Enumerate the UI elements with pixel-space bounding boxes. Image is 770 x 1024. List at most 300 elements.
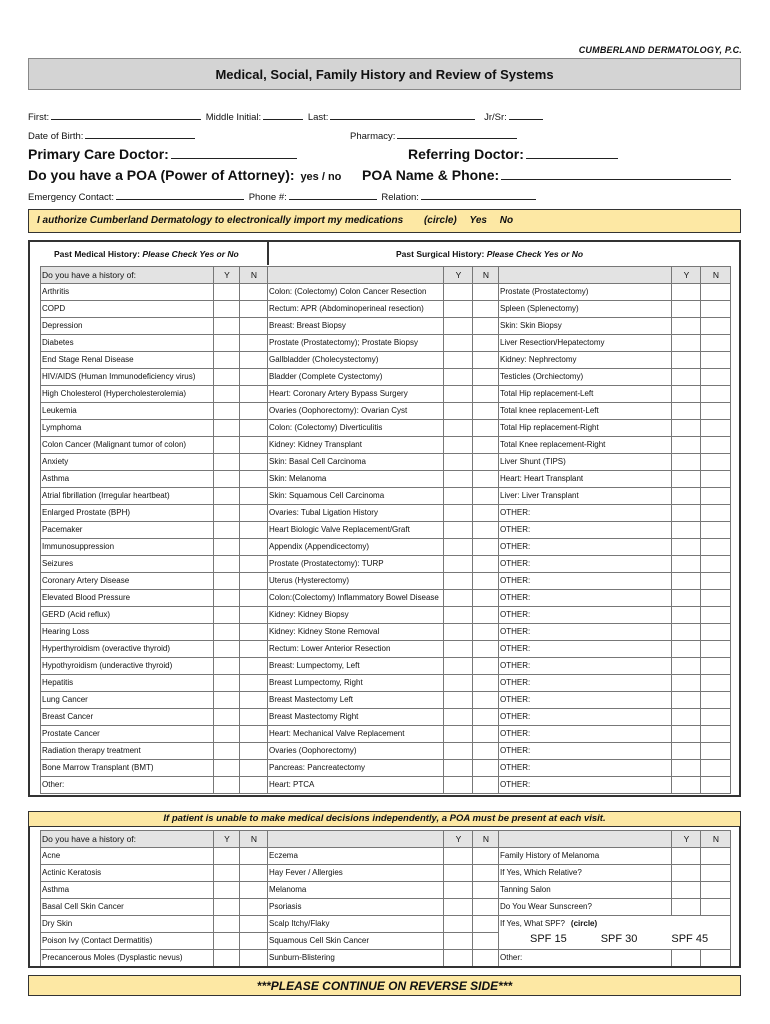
no-checkbox[interactable] [701,607,731,624]
no-checkbox[interactable] [473,403,499,420]
history-item-label: Colon:(Colectomy) Inflammatory Bowel Disease [268,590,444,607]
history-item-label: Prostate (Prostatectomy); Prostate Biopsy [268,335,444,352]
yes-checkbox[interactable] [672,352,701,369]
no-checkbox[interactable] [240,369,268,386]
yes-checkbox[interactable] [672,607,701,624]
no-checkbox[interactable] [701,709,731,726]
history-item-label: Prostate (Prostatectomy) [499,284,672,301]
derm-item-label: Precancerous Moles (Dysplastic nevus) [41,950,214,967]
no-checkbox[interactable] [473,488,499,505]
yes-checkbox[interactable] [214,624,240,641]
phone-label: Phone #: [248,192,287,203]
poa-row [28,167,341,183]
yes-checkbox[interactable] [214,284,240,301]
history-item-label: Total Knee replacement-Right [499,437,672,454]
yes-checkbox[interactable] [214,539,240,556]
no-checkbox[interactable] [240,352,268,369]
yes-checkbox[interactable] [214,352,240,369]
no-checkbox[interactable] [701,675,731,692]
no-checkbox[interactable] [473,641,499,658]
derm-item-label: Basal Cell Skin Cancer [41,899,214,916]
table-row [41,743,731,760]
authorize-circle: (circle) [423,215,457,226]
yes-checkbox[interactable] [214,607,240,624]
relation-field[interactable] [421,190,536,200]
yes-checkbox[interactable] [672,318,701,335]
yes-checkbox[interactable] [672,454,701,471]
table-row [41,760,731,777]
no-checkbox[interactable] [473,675,499,692]
no-checkbox[interactable] [240,675,268,692]
col-header-n: N [473,831,499,848]
medical-history-heading [54,249,239,259]
history-item-label: Skin: Skin Biopsy [499,318,672,335]
no-checkbox[interactable] [701,573,731,590]
yes-checkbox[interactable] [214,488,240,505]
yes-checkbox[interactable] [444,335,473,352]
yes-checkbox[interactable] [672,539,701,556]
jrsr-field[interactable] [509,110,543,120]
spf-option[interactable]: SPF 15 [530,933,567,945]
yes-checkbox[interactable] [444,743,473,760]
history-table [40,266,731,794]
history-item-label: Hyperthyroidism (overactive thyroid) [41,641,214,658]
dob-label: Date of Birth: [28,131,84,142]
no-checkbox[interactable] [701,369,731,386]
no-checkbox[interactable] [240,454,268,471]
no-checkbox[interactable] [240,658,268,675]
no-checkbox[interactable] [473,318,499,335]
no-checkbox[interactable] [240,743,268,760]
no-checkbox[interactable] [473,386,499,403]
yes-checkbox[interactable] [444,573,473,590]
no-checkbox[interactable] [473,539,499,556]
history-item-label: Heart Biologic Valve Replacement/Graft [268,522,444,539]
yes-checkbox[interactable] [214,726,240,743]
history-item-label: Bone Marrow Transplant (BMT) [41,760,214,777]
yes-checkbox[interactable] [214,335,240,352]
yes-checkbox[interactable] [444,471,473,488]
no-checkbox[interactable] [701,420,731,437]
no-checkbox[interactable] [473,743,499,760]
no-checkbox[interactable] [240,437,268,454]
poa-name-row [362,167,733,183]
yes-checkbox[interactable] [444,301,473,318]
yes-checkbox[interactable] [444,454,473,471]
yes-checkbox[interactable] [672,284,701,301]
yes-checkbox[interactable] [672,471,701,488]
no-checkbox[interactable] [701,318,731,335]
table-row [41,607,731,624]
col-header-y: Y [672,267,701,284]
dob-row [28,129,197,142]
derm-item-label: If Yes, Which Relative? [499,865,672,882]
yes-checkbox[interactable] [672,675,701,692]
no-checkbox[interactable] [473,505,499,522]
pcp-row [28,146,299,162]
table-row [41,352,731,369]
col-header-history: Do you have a history of: [41,267,214,284]
no-checkbox[interactable] [240,284,268,301]
no-checkbox[interactable] [701,284,731,301]
medical-heading-note: Please Check Yes or No [142,249,239,259]
yes-checkbox[interactable] [214,420,240,437]
history-item-label: Kidney: Nephrectomy [499,352,672,369]
no-checkbox[interactable] [240,556,268,573]
no-checkbox[interactable] [240,641,268,658]
no-checkbox[interactable] [701,301,731,318]
no-checkbox[interactable] [240,624,268,641]
history-item-label: OTHER: [499,777,672,794]
table-row [41,658,731,675]
no-checkbox[interactable] [240,709,268,726]
history-item-label: Coronary Artery Disease [41,573,214,590]
pcp-label: Primary Care Doctor: [28,146,169,162]
yes-checkbox[interactable] [672,335,701,352]
no-checkbox[interactable] [473,284,499,301]
no-checkbox[interactable] [701,726,731,743]
history-item-label: Breast: Breast Biopsy [268,318,444,335]
history-item-label: Total knee replacement-Left [499,403,672,420]
first-field[interactable] [51,110,201,120]
spf-option[interactable]: SPF 30 [600,933,638,945]
history-item-label: Seizures [41,556,214,573]
no-checkbox[interactable] [701,692,731,709]
yes-checkbox[interactable] [214,658,240,675]
poa-yes-no[interactable]: yes / no [300,171,342,183]
yes-checkbox[interactable] [672,692,701,709]
table-row [41,488,731,505]
derm-item-label: Sunburn-Blistering [268,950,444,967]
history-item-label: Heart: PTCA [268,777,444,794]
no-checkbox[interactable] [473,709,499,726]
history-item-label: Arthritis [41,284,214,301]
table-row [41,675,731,692]
authorize-no[interactable]: No [499,215,514,226]
no-checkbox[interactable] [473,522,499,539]
emergency-label: Emergency Contact: [28,192,115,203]
yes-checkbox[interactable] [214,692,240,709]
history-item-label: GERD (Acid reflux) [41,607,214,624]
col-header-blank [499,267,672,284]
yes-checkbox[interactable] [214,454,240,471]
no-checkbox[interactable] [701,539,731,556]
spf-option[interactable]: SPF 45 [671,933,709,945]
derm-item-label: Acne [41,848,214,865]
no-checkbox[interactable] [240,505,268,522]
table-row [41,777,731,794]
yes-checkbox[interactable] [214,522,240,539]
no-checkbox[interactable] [240,386,268,403]
yes-checkbox[interactable] [214,777,240,794]
yes-checkbox[interactable] [672,420,701,437]
yes-checkbox[interactable] [214,590,240,607]
yes-checkbox[interactable] [672,709,701,726]
yes-checkbox[interactable] [444,386,473,403]
yes-checkbox[interactable] [444,777,473,794]
no-checkbox[interactable] [240,760,268,777]
pcp-field[interactable] [171,146,297,159]
yes-checkbox[interactable] [444,437,473,454]
yes-checkbox[interactable] [672,777,701,794]
first-name-row [28,110,545,123]
table-row [41,301,731,318]
no-checkbox[interactable] [701,505,731,522]
history-item-label: Radiation therapy treatment [41,743,214,760]
yes-checkbox[interactable] [444,369,473,386]
yes-checkbox[interactable] [444,624,473,641]
history-item-label: Kidney: Kidney Transplant [268,437,444,454]
no-checkbox[interactable] [701,522,731,539]
history-item-label: Bladder (Complete Cystectomy) [268,369,444,386]
history-item-label: OTHER: [499,692,672,709]
no-checkbox[interactable] [240,590,268,607]
col-header-n: N [240,831,268,848]
derm-item-label: Actinic Keratosis [41,865,214,882]
no-checkbox[interactable] [240,607,268,624]
yes-checkbox[interactable] [214,471,240,488]
emergency-row [28,190,538,203]
table-row [41,335,731,352]
no-checkbox[interactable] [473,590,499,607]
no-checkbox[interactable] [701,335,731,352]
yes-checkbox[interactable] [444,318,473,335]
yes-checkbox[interactable] [672,590,701,607]
derm-item-label: Squamous Cell Skin Cancer [268,933,444,950]
yes-checkbox[interactable] [672,641,701,658]
yes-checkbox[interactable] [214,743,240,760]
derm-item-label: Eczema [268,848,444,865]
no-checkbox[interactable] [701,437,731,454]
no-checkbox[interactable] [240,335,268,352]
no-checkbox[interactable] [473,607,499,624]
no-checkbox[interactable] [240,573,268,590]
yes-checkbox[interactable] [444,352,473,369]
no-checkbox[interactable] [701,556,731,573]
phone-field[interactable] [289,190,377,200]
history-item-label: Total Hip replacement-Left [499,386,672,403]
yes-checkbox[interactable] [444,709,473,726]
surgical-heading-note: Please Check Yes or No [486,249,584,259]
no-checkbox[interactable] [701,352,731,369]
no-checkbox[interactable] [473,420,499,437]
history-item-label: Heart: Coronary Artery Bypass Surgery [268,386,444,403]
pharmacy-field[interactable] [397,129,517,139]
history-item-label: Rectum: Lower Anterior Resection [268,641,444,658]
no-checkbox[interactable] [240,726,268,743]
yes-checkbox[interactable] [214,301,240,318]
no-checkbox[interactable] [701,386,731,403]
emergency-field[interactable] [116,190,244,200]
no-checkbox[interactable] [240,539,268,556]
yes-checkbox[interactable] [214,675,240,692]
history-item-label: Uterus (Hysterectomy) [268,573,444,590]
no-checkbox[interactable] [473,437,499,454]
history-item-label: Appendix (Appendicectomy) [268,539,444,556]
no-checkbox[interactable] [473,335,499,352]
yes-checkbox[interactable] [672,743,701,760]
no-checkbox[interactable] [701,658,731,675]
yes-checkbox[interactable] [214,369,240,386]
yes-checkbox[interactable] [444,590,473,607]
yes-checkbox[interactable] [672,301,701,318]
yes-checkbox[interactable] [444,284,473,301]
no-checkbox[interactable] [701,488,731,505]
referring-field[interactable] [526,146,618,159]
yes-checkbox[interactable] [672,556,701,573]
history-item-label: Anxiety [41,454,214,471]
table-row [41,437,731,454]
no-checkbox[interactable] [701,743,731,760]
no-checkbox[interactable] [701,624,731,641]
yes-checkbox[interactable] [214,709,240,726]
yes-checkbox[interactable] [444,522,473,539]
yes-checkbox[interactable] [444,641,473,658]
no-checkbox[interactable] [701,760,731,777]
table-row [41,556,731,573]
yes-checkbox[interactable] [672,658,701,675]
history-item-label: OTHER: [499,573,672,590]
authorize-banner [28,209,741,233]
no-checkbox[interactable] [701,471,731,488]
yes-checkbox[interactable] [444,505,473,522]
dob-field[interactable] [85,129,195,139]
history-item-label: Hearing Loss [41,624,214,641]
yes-checkbox[interactable] [214,573,240,590]
yes-checkbox[interactable] [444,760,473,777]
no-checkbox[interactable] [701,454,731,471]
no-checkbox[interactable] [240,403,268,420]
middle-field[interactable] [263,110,303,120]
yes-checkbox[interactable] [214,437,240,454]
yes-checkbox[interactable] [672,505,701,522]
history-item-label: OTHER: [499,675,672,692]
heading-divider [267,241,269,265]
yes-checkbox[interactable] [672,386,701,403]
no-checkbox[interactable] [473,692,499,709]
no-checkbox[interactable] [473,369,499,386]
yes-checkbox[interactable] [672,437,701,454]
history-item-label: HIV/AIDS (Human Immunodeficiency virus) [41,369,214,386]
no-checkbox[interactable] [240,692,268,709]
yes-checkbox[interactable] [672,369,701,386]
table-row [41,692,731,709]
no-checkbox[interactable] [240,488,268,505]
no-checkbox[interactable] [473,471,499,488]
no-checkbox[interactable] [473,454,499,471]
table-header-row [41,267,731,284]
yes-checkbox[interactable] [444,675,473,692]
no-checkbox[interactable] [240,777,268,794]
no-checkbox[interactable] [473,352,499,369]
no-checkbox[interactable] [473,301,499,318]
yes-checkbox[interactable] [672,522,701,539]
yes-checkbox[interactable] [214,505,240,522]
yes-checkbox[interactable] [214,386,240,403]
yes-checkbox[interactable] [444,607,473,624]
authorize-yes[interactable]: Yes [469,215,487,226]
no-checkbox[interactable] [701,641,731,658]
pharmacy-label: Pharmacy: [350,131,396,142]
company-name: CUMBERLAND DERMATOLOGY, P.C. [578,45,742,55]
no-checkbox[interactable] [473,726,499,743]
yes-checkbox[interactable] [214,556,240,573]
yes-checkbox[interactable] [444,539,473,556]
yes-checkbox[interactable] [672,573,701,590]
yes-checkbox[interactable] [214,641,240,658]
no-checkbox[interactable] [240,420,268,437]
no-checkbox[interactable] [240,471,268,488]
no-checkbox[interactable] [473,624,499,641]
history-item-label: OTHER: [499,539,672,556]
no-checkbox[interactable] [701,590,731,607]
no-checkbox[interactable] [240,301,268,318]
table-row [41,284,731,301]
no-checkbox[interactable] [240,318,268,335]
table-row [41,539,731,556]
yes-checkbox[interactable] [672,403,701,420]
no-checkbox[interactable] [473,573,499,590]
surgical-heading-label: Past Surgical History: [396,249,485,259]
poa-name-field[interactable] [501,167,731,180]
history-item-label: Ovaries: Tubal Ligation History [268,505,444,522]
history-item-label: Spleen (Splenectomy) [499,301,672,318]
history-item-label: Gallbladder (Cholecystectomy) [268,352,444,369]
history-item-label: Liver Shunt (TIPS) [499,454,672,471]
poa-notice: If patient is unable to make medical decisions independently, a POA must be present at each visit. [28,811,741,827]
no-checkbox[interactable] [473,658,499,675]
yes-checkbox[interactable] [672,624,701,641]
yes-checkbox[interactable] [444,556,473,573]
history-item-label: Prostate Cancer [41,726,214,743]
last-field[interactable] [330,110,475,120]
history-item-label: Elevated Blood Pressure [41,590,214,607]
history-item-label: Breast Lumpectomy, Right [268,675,444,692]
history-item-label: OTHER: [499,760,672,777]
history-item-label: Colon Cancer (Malignant tumor of colon) [41,437,214,454]
history-item-label: Leukemia [41,403,214,420]
history-item-label: Enlarged Prostate (BPH) [41,505,214,522]
col-header-y: Y [214,831,240,848]
history-item-label: Ovaries (Oophorectomy) [268,743,444,760]
yes-checkbox[interactable] [672,760,701,777]
yes-checkbox[interactable] [444,488,473,505]
no-checkbox[interactable] [473,760,499,777]
yes-checkbox[interactable] [444,692,473,709]
history-item-label: Pancreas: Pancreatectomy [268,760,444,777]
yes-checkbox[interactable] [444,726,473,743]
yes-checkbox[interactable] [214,760,240,777]
no-checkbox[interactable] [701,403,731,420]
yes-checkbox[interactable] [214,318,240,335]
yes-checkbox[interactable] [444,658,473,675]
yes-checkbox[interactable] [444,403,473,420]
spf-circle-note: (circle) [570,919,598,928]
history-item-label: Other: [41,777,214,794]
yes-checkbox[interactable] [672,726,701,743]
table-row [41,573,731,590]
history-item-label: Prostate (Prostatectomy): TURP [268,556,444,573]
col-header-blank [268,267,444,284]
history-item-label: Lymphoma [41,420,214,437]
yes-checkbox[interactable] [672,488,701,505]
no-checkbox[interactable] [240,522,268,539]
no-checkbox[interactable] [701,777,731,794]
no-checkbox[interactable] [473,556,499,573]
yes-checkbox[interactable] [444,420,473,437]
no-checkbox[interactable] [473,777,499,794]
yes-checkbox[interactable] [214,403,240,420]
